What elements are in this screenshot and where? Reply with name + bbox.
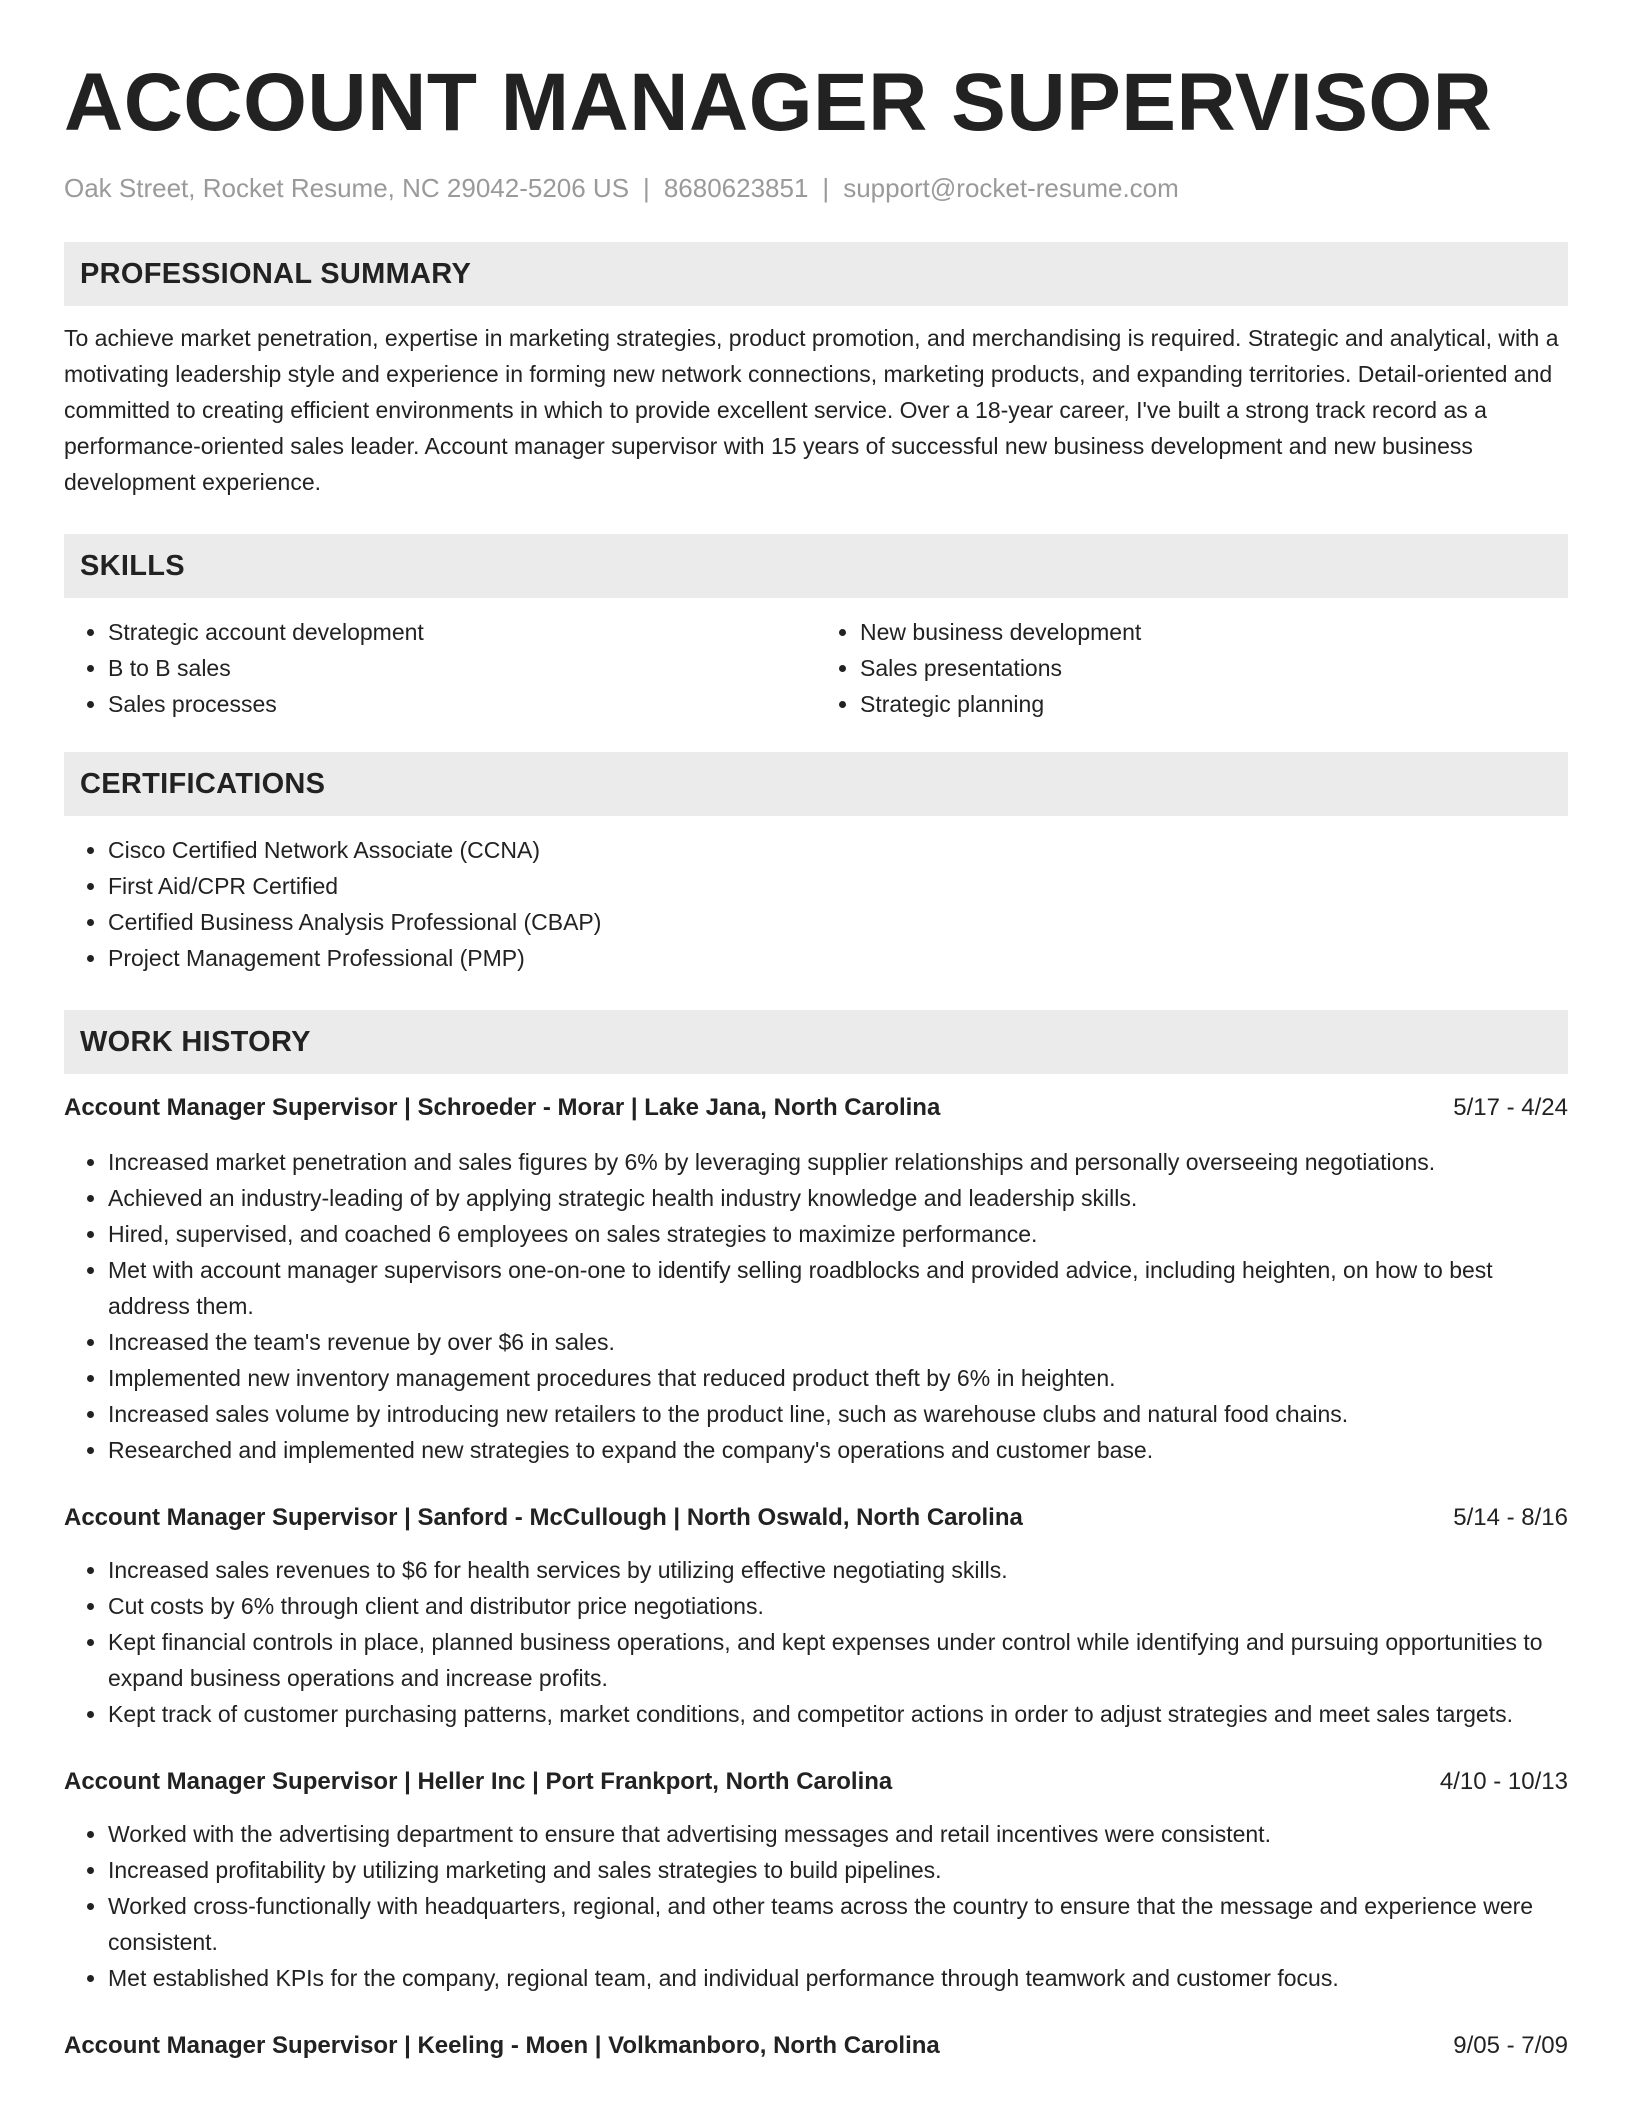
job-bullet: • Kept financial controls in place, planned business operations, and kept expenses under control while identifying and pursuing opportunities to expand business operations and increase profits. bbox=[108, 1624, 1568, 1696]
job-bullet: • Met established KPIs for the company, regional team, and individual performance through teamwork and customer focus. bbox=[108, 1960, 1568, 1996]
skill-item: • Strategic planning bbox=[860, 686, 1568, 722]
job-header bbox=[64, 2028, 1568, 2064]
skill-item: • Strategic account development bbox=[108, 614, 816, 650]
skills-list-right bbox=[816, 614, 1568, 722]
job-dates: 5/14 - 8/16 bbox=[1453, 1504, 1568, 1531]
job-bullets bbox=[64, 1816, 1568, 1996]
skills-list-left bbox=[64, 614, 816, 722]
job-dates: 5/17 - 4/24 bbox=[1453, 1094, 1568, 1121]
job-header bbox=[64, 1500, 1568, 1536]
job-bullet: • Implemented new inventory management procedures that reduced product theft by 6% in heighten. bbox=[108, 1360, 1568, 1396]
section-header-certifications: CERTIFICATIONS bbox=[64, 752, 1568, 816]
certifications-list bbox=[64, 832, 1568, 976]
skill-item: • Sales processes bbox=[108, 686, 816, 722]
skills-grid bbox=[64, 614, 1568, 722]
summary-text: To achieve market penetration, expertise in marketing strategies, product promotion, and merchandising is required. Strategic and analytical, with a motivating leadership style and experience in forming new network connections, marketing products, and expanding territories. Detail-oriented and committed to creating efficient environments in which to provide excellent service. Over a 18-year career, I've built a strong track record as a performance-oriented sales leader. Account manager supervisor with 15 years of successful new business development and new business development experience. bbox=[64, 325, 1559, 495]
job-bullet: • Worked with the advertising department to ensure that advertising messages and retail incentives were consistent. bbox=[108, 1816, 1568, 1852]
certification-item: • Certified Business Analysis Professional (CBAP) bbox=[108, 904, 1568, 940]
job-bullet: • Increased the team's revenue by over $6 in sales. bbox=[108, 1324, 1568, 1360]
job-entry bbox=[64, 1500, 1568, 1732]
certification-item: • First Aid/CPR Certified bbox=[108, 868, 1568, 904]
job-entry bbox=[64, 2028, 1568, 2064]
contact-separator: | bbox=[643, 173, 650, 203]
job-entry bbox=[64, 1090, 1568, 1468]
job-title: Account Manager Supervisor | Sanford - McCullough | North Oswald, North Carolina bbox=[64, 1504, 1023, 1531]
skill-item: • New business development bbox=[860, 614, 1568, 650]
job-bullet: • Kept track of customer purchasing patterns, market conditions, and competitor actions in order to adjust strategies and meet sales targets. bbox=[108, 1696, 1568, 1732]
section-header-summary: PROFESSIONAL SUMMARY bbox=[64, 242, 1568, 306]
job-bullet: • Increased market penetration and sales figures by 6% by leveraging supplier relationships and personally overseeing negotiations. bbox=[108, 1144, 1568, 1180]
job-bullet: • Researched and implemented new strategies to expand the company's operations and customer base. bbox=[108, 1432, 1568, 1468]
job-title: Account Manager Supervisor | Schroeder - Morar | Lake Jana, North Carolina bbox=[64, 1094, 941, 1121]
job-title: Account Manager Supervisor | Heller Inc | Port Frankport, North Carolina bbox=[64, 1768, 893, 1795]
job-entry bbox=[64, 1764, 1568, 1996]
job-bullet: • Cut costs by 6% through client and distributor price negotiations. bbox=[108, 1588, 1568, 1624]
job-bullet: • Increased sales revenues to $6 for health services by utilizing effective negotiating skills. bbox=[108, 1552, 1568, 1588]
job-dates: 9/05 - 7/09 bbox=[1453, 2032, 1568, 2059]
contact-line bbox=[64, 172, 1568, 204]
job-header bbox=[64, 1090, 1568, 1126]
contact-separator: | bbox=[822, 173, 830, 203]
job-dates: 4/10 - 10/13 bbox=[1439, 1768, 1568, 1795]
resume-name: ACCOUNT MANAGER SUPERVISOR bbox=[64, 57, 1493, 148]
skill-item: • Sales presentations bbox=[860, 650, 1568, 686]
job-header bbox=[64, 1764, 1568, 1800]
certification-item: • Cisco Certified Network Associate (CCNA) bbox=[108, 832, 1568, 868]
job-bullet: • Worked cross-functionally with headquarters, regional, and other teams across the country to ensure that the message and experience were consistent. bbox=[108, 1888, 1568, 1960]
certification-item: • Project Management Professional (PMP) bbox=[108, 940, 1568, 976]
section-header-skills: SKILLS bbox=[64, 534, 1568, 598]
job-bullet: • Hired, supervised, and coached 6 employees on sales strategies to maximize performance. bbox=[108, 1216, 1568, 1252]
contact-address: Oak Street, Rocket Resume, NC 29042-5206 US bbox=[64, 173, 630, 203]
job-bullet: • Met with account manager supervisors one-on-one to identify selling roadblocks and provided advice, including heighten, on how to best address them. bbox=[108, 1252, 1568, 1324]
job-bullet: • Achieved an industry-leading of by applying strategic health industry knowledge and leadership skills. bbox=[108, 1180, 1568, 1216]
section-header-work-history: WORK HISTORY bbox=[64, 1010, 1568, 1074]
job-bullets bbox=[64, 1144, 1568, 1468]
contact-email: support@rocket-resume.com bbox=[843, 173, 1179, 203]
job-bullets bbox=[64, 1552, 1568, 1732]
job-title: Account Manager Supervisor | Keeling - Moen | Volkmanboro, North Carolina bbox=[64, 2032, 940, 2059]
job-bullet: • Increased profitability by utilizing marketing and sales strategies to build pipelines. bbox=[108, 1852, 1568, 1888]
job-bullet: • Increased sales volume by introducing new retailers to the product line, such as warehouse clubs and natural food chains. bbox=[108, 1396, 1568, 1432]
skill-item: • B to B sales bbox=[108, 650, 816, 686]
contact-phone: 8680623851 bbox=[663, 173, 809, 203]
